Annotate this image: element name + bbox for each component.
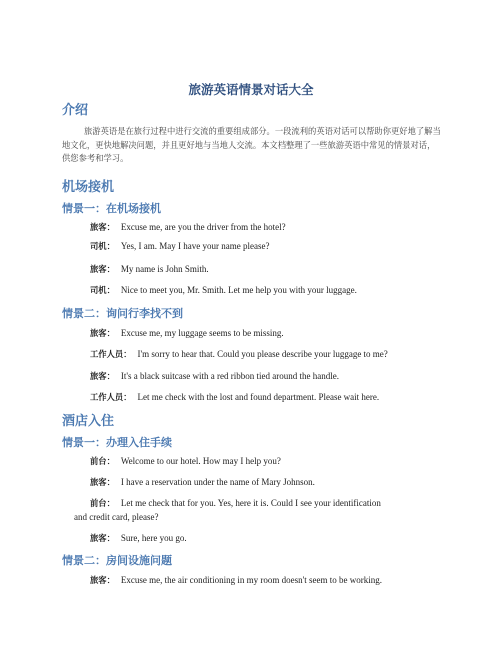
section-heading-intro: 介绍 bbox=[62, 103, 89, 118]
speaker-label: 司机： bbox=[90, 241, 115, 251]
speaker-label: 旅客： bbox=[90, 533, 115, 543]
dialogue-text: My name is John Smith. bbox=[120, 264, 209, 274]
dialogue-line bbox=[62, 240, 442, 254]
subheading-airport-scene1: 情景一：在机场接机 bbox=[62, 202, 161, 215]
dialogue-line bbox=[62, 574, 442, 588]
section-heading-airport: 机场接机 bbox=[62, 180, 115, 195]
dialogue-text: Welcome to our hotel. How may I help you? bbox=[120, 456, 281, 466]
speaker-label: 旅客： bbox=[90, 371, 115, 381]
speaker-label: 前台： bbox=[90, 498, 115, 508]
document-title: 旅游英语情景对话大全 bbox=[188, 82, 314, 97]
dialogue-line bbox=[62, 455, 442, 469]
speaker-label: 旅客： bbox=[90, 222, 115, 232]
dialogue-line bbox=[62, 327, 442, 341]
speaker-label: 旅客： bbox=[90, 477, 115, 487]
dialogue-text: Let me check that for you. Yes, here it is. Could I see your identification bbox=[120, 498, 381, 508]
speaker-label: 工作人员： bbox=[90, 349, 132, 359]
subheading-airport-scene2: 情景二：询问行李找不到 bbox=[62, 307, 183, 320]
dialogue-line bbox=[62, 348, 442, 362]
speaker-label: 司机： bbox=[90, 285, 115, 295]
dialogue-text: Excuse me, my luggage seems to be missing. bbox=[120, 328, 284, 338]
section-heading-hotel: 酒店入住 bbox=[62, 414, 115, 429]
speaker-label: 前台： bbox=[90, 456, 115, 466]
speaker-label: 旅客： bbox=[90, 328, 115, 338]
dialogue-text: Sure, here you go. bbox=[120, 533, 187, 543]
dialogue-text: Excuse me, are you the driver from the hotel? bbox=[120, 222, 286, 232]
dialogue-text: It's a black suitcase with a red ribbon tied around the handle. bbox=[120, 371, 339, 381]
dialogue-text: I have a reservation under the name of Mary Johnson. bbox=[120, 477, 315, 487]
dialogue-text-continued: and credit card, please? bbox=[74, 511, 159, 522]
dialogue-text: Excuse me, the air conditioning in my room doesn't seem to be working. bbox=[120, 575, 382, 585]
dialogue-text: Nice to meet you, Mr. Smith. Let me help you with your luggage. bbox=[120, 285, 357, 295]
subheading-hotel-scene2: 情景二：房间设施问题 bbox=[62, 554, 172, 567]
dialogue-line bbox=[62, 221, 442, 235]
dialogue-line bbox=[62, 476, 442, 490]
dialogue-line bbox=[62, 532, 442, 546]
dialogue-line bbox=[62, 497, 442, 524]
speaker-label: 旅客： bbox=[90, 264, 115, 274]
dialogue-line bbox=[62, 263, 442, 277]
dialogue-line bbox=[62, 391, 442, 405]
dialogue-text: Yes, I am. May I have your name please? bbox=[120, 241, 270, 251]
subheading-hotel-scene1: 情景一：办理入住手续 bbox=[62, 436, 172, 449]
intro-paragraph: 旅游英语是在旅行过程中进行交流的重要组成部分。一段流利的英语对话可以帮助你更好地了解当地文化，更快地解决问题，并且更好地与当地人交流。本文档整理了一些旅游英语中常见的情景对话，供您参考和学习。 bbox=[62, 126, 441, 163]
dialogue-text: I'm sorry to hear that. Could you please describe your luggage to me? bbox=[137, 349, 388, 359]
dialogue-line bbox=[62, 284, 442, 298]
dialogue-text: Let me check with the lost and found department. Please wait here. bbox=[137, 392, 380, 402]
speaker-label: 旅客： bbox=[90, 575, 115, 585]
dialogue-line bbox=[62, 370, 442, 384]
speaker-label: 工作人员： bbox=[90, 392, 132, 402]
